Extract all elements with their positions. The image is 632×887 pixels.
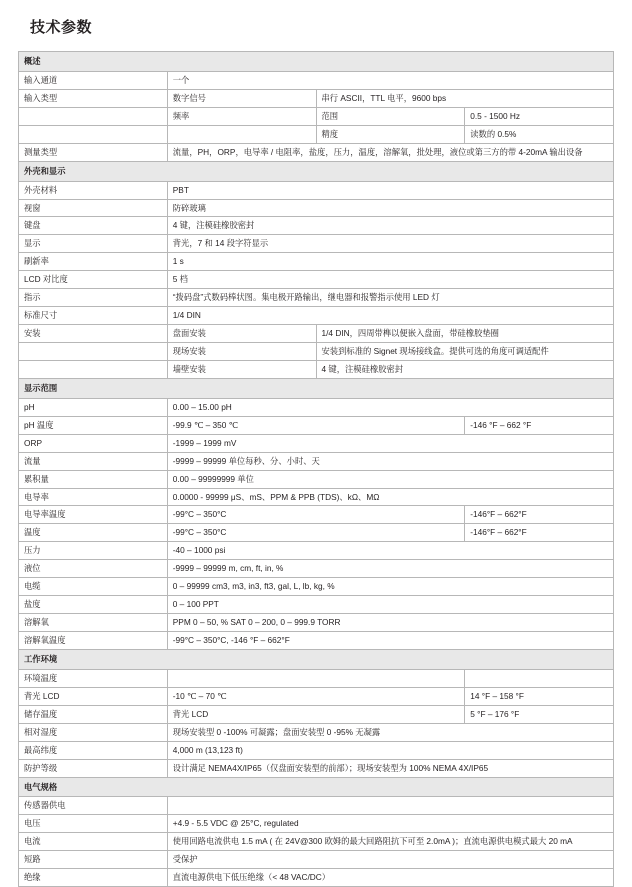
table-row <box>19 416 614 434</box>
row-value: PBT <box>167 181 613 199</box>
row-subtype: 墙壁安装 <box>167 360 316 378</box>
row-label: 最高纬度 <box>19 741 168 759</box>
section-header-row <box>19 161 614 181</box>
row-label: 短路 <box>19 851 168 869</box>
table-row <box>19 632 614 650</box>
table-row <box>19 452 614 470</box>
row-value: 1/4 DIN <box>167 307 613 325</box>
row-value-secondary: 读数的 0.5% <box>465 125 614 143</box>
row-value-secondary: -146°F – 662°F <box>465 524 614 542</box>
row-value: 防碎玻璃 <box>167 199 613 217</box>
row-label: 刷新率 <box>19 253 168 271</box>
table-row <box>19 325 614 343</box>
row-label: 标准尺寸 <box>19 307 168 325</box>
row-value: 背光 LCD <box>167 705 465 723</box>
row-label: 绝缘 <box>19 869 168 887</box>
row-label: pH 温度 <box>19 416 168 434</box>
row-value: 0.00 – 99999999 单位 <box>167 470 613 488</box>
table-row <box>19 723 614 741</box>
row-value-secondary: 0.5 - 1500 Hz <box>465 107 614 125</box>
row-value: 安装到标准的 Signet 现场接线盒。提供可选的角度可调适配件 <box>316 343 614 361</box>
table-row <box>19 271 614 289</box>
row-label: 外壳材料 <box>19 181 168 199</box>
table-row <box>19 107 614 125</box>
row-value: 一个 <box>167 71 613 89</box>
row-subtype <box>167 125 316 143</box>
row-subtype: 频率 <box>167 107 316 125</box>
row-label: 盐度 <box>19 596 168 614</box>
page-title: 技术参数 <box>30 19 93 36</box>
table-row <box>19 815 614 833</box>
row-value: -99°C – 350°C <box>167 524 465 542</box>
table-row <box>19 542 614 560</box>
section-title: 工作环境 <box>19 649 614 669</box>
row-label: 视窗 <box>19 199 168 217</box>
row-label: 温度 <box>19 524 168 542</box>
table-row <box>19 797 614 815</box>
row-value: 4 键，注模硅橡胶密封 <box>167 217 613 235</box>
table-row <box>19 705 614 723</box>
row-label <box>19 360 168 378</box>
row-label: 溶解氧 <box>19 614 168 632</box>
table-row <box>19 524 614 542</box>
table-row <box>19 71 614 89</box>
row-label: 液位 <box>19 560 168 578</box>
row-label: 测量类型 <box>19 143 168 161</box>
table-row <box>19 687 614 705</box>
table-row <box>19 343 614 361</box>
table-row <box>19 470 614 488</box>
row-label: 输入类型 <box>19 89 168 107</box>
section-title: 电气规格 <box>19 777 614 797</box>
row-label: 电流 <box>19 833 168 851</box>
row-value: 5 档 <box>167 271 613 289</box>
row-value: -99°C – 350°C <box>167 506 465 524</box>
section-title: 概述 <box>19 52 614 72</box>
row-label <box>19 125 168 143</box>
section-title: 外壳和显示 <box>19 161 614 181</box>
row-label: 防护等级 <box>19 759 168 777</box>
section-title: 显示范围 <box>19 378 614 398</box>
row-value: -40 – 1000 psi <box>167 542 613 560</box>
row-label: ORP <box>19 434 168 452</box>
row-value: -9999 – 99999 m, cm, ft, in, % <box>167 560 613 578</box>
table-row <box>19 488 614 506</box>
row-value: 1 s <box>167 253 613 271</box>
row-subtype: 数字信号 <box>167 89 316 107</box>
row-label: 电导率 <box>19 488 168 506</box>
table-row <box>19 560 614 578</box>
row-value-secondary <box>465 669 614 687</box>
row-value: -99°C – 350°C, -146 °F – 662°F <box>167 632 613 650</box>
row-value: -10 ℃ – 70 ℃ <box>167 687 465 705</box>
specifications-table <box>18 51 614 887</box>
row-value: 背光，7 和 14 段字符显示 <box>167 235 613 253</box>
row-value: 4 键，注模硅橡胶密封 <box>316 360 614 378</box>
row-label: LCD 对比度 <box>19 271 168 289</box>
row-value <box>167 669 465 687</box>
row-label <box>19 343 168 361</box>
table-row <box>19 851 614 869</box>
section-header-row <box>19 52 614 72</box>
row-label: 储存温度 <box>19 705 168 723</box>
row-value: 使用回路电流供电 1.5 mA ( 在 24V@300 欧姆的最大回路阻抗下可至 2.0mA )；直流电源供电模式最大 20 mA <box>167 833 613 851</box>
table-row <box>19 759 614 777</box>
row-value: 流量，PH，ORP，电导率 / 电阻率，盐度，压力，温度，溶解氧，批处理，液位或第三方的带 4-20mA 输出设备 <box>167 143 613 161</box>
table-row <box>19 199 614 217</box>
row-value: 1/4 DIN，四周带榫以便嵌入盘面，带硅橡胶垫圈 <box>316 325 614 343</box>
table-row <box>19 833 614 851</box>
row-value: “拨码盘”式数码棒状图。集电极开路输出，继电器和报警指示使用 LED 灯 <box>167 289 613 307</box>
row-value: -9999 – 99999 单位每秒、分、小时、天 <box>167 452 613 470</box>
table-row <box>19 434 614 452</box>
row-label: 键盘 <box>19 217 168 235</box>
row-value-secondary: -146°F – 662°F <box>465 506 614 524</box>
row-label: 环境温度 <box>19 669 168 687</box>
table-row <box>19 360 614 378</box>
row-value: 0.0000 - 99999 μS、mS、PPM & PPB (TDS)、kΩ、MΩ <box>167 488 613 506</box>
row-value: -1999 – 1999 mV <box>167 434 613 452</box>
row-value: 0 – 99999 cm3, m3, in3, ft3, gal, L, lb, kg, % <box>167 578 613 596</box>
row-value: 0 – 100 PPT <box>167 596 613 614</box>
row-value: 范围 <box>316 107 465 125</box>
table-row <box>19 181 614 199</box>
row-label <box>19 107 168 125</box>
row-label: 电压 <box>19 815 168 833</box>
row-subtype: 盘面安装 <box>167 325 316 343</box>
row-label: 传感器供电 <box>19 797 168 815</box>
row-value: 受保护 <box>167 851 613 869</box>
row-label: 压力 <box>19 542 168 560</box>
row-label: 累积量 <box>19 470 168 488</box>
row-label: 输入通道 <box>19 71 168 89</box>
row-value-secondary: -146 °F – 662 °F <box>465 416 614 434</box>
row-label: 流量 <box>19 452 168 470</box>
row-value <box>167 797 613 815</box>
table-row <box>19 741 614 759</box>
row-value: 设计满足 NEMA4X/IP65（仅盘面安装型的前部）；现场安装型为 100% NEMA 4X/IP65 <box>167 759 613 777</box>
section-header-row <box>19 378 614 398</box>
section-header-row <box>19 649 614 669</box>
table-row <box>19 217 614 235</box>
row-value: 串行 ASCII，TTL 电平，9600 bps <box>316 89 614 107</box>
row-label: 背光 LCD <box>19 687 168 705</box>
row-label: 安装 <box>19 325 168 343</box>
table-row <box>19 125 614 143</box>
row-label: 电缆 <box>19 578 168 596</box>
row-label: 指示 <box>19 289 168 307</box>
row-label: 溶解氧温度 <box>19 632 168 650</box>
table-row <box>19 89 614 107</box>
table-row <box>19 869 614 887</box>
table-row <box>19 578 614 596</box>
table-row <box>19 235 614 253</box>
table-row <box>19 398 614 416</box>
row-value: 4,000 m (13,123 ft) <box>167 741 613 759</box>
row-value: 现场安装型 0 -100% 可凝露；盘面安装型 0 -95% 无凝露 <box>167 723 613 741</box>
row-value: +4.9 - 5.5 VDC @ 25°C, regulated <box>167 815 613 833</box>
table-row <box>19 143 614 161</box>
row-label: 显示 <box>19 235 168 253</box>
row-subtype: 现场安装 <box>167 343 316 361</box>
table-row <box>19 596 614 614</box>
row-value: PPM 0 – 50, % SAT 0 – 200, 0 – 999.9 TORR <box>167 614 613 632</box>
row-value: -99.9 ℃ – 350 ℃ <box>167 416 465 434</box>
row-label: 相对湿度 <box>19 723 168 741</box>
row-value: 直流电源供电下低压绝缘（< 48 VAC/DC） <box>167 869 613 887</box>
table-row <box>19 253 614 271</box>
row-label: 电导率温度 <box>19 506 168 524</box>
table-row <box>19 307 614 325</box>
section-header-row <box>19 777 614 797</box>
table-row <box>19 669 614 687</box>
table-row <box>19 506 614 524</box>
row-label: pH <box>19 398 168 416</box>
row-value: 0.00 – 15.00 pH <box>167 398 613 416</box>
row-value-secondary: 5 °F – 176 °F <box>465 705 614 723</box>
row-value-secondary: 14 °F – 158 °F <box>465 687 614 705</box>
table-row <box>19 614 614 632</box>
table-row <box>19 289 614 307</box>
row-value: 精度 <box>316 125 465 143</box>
